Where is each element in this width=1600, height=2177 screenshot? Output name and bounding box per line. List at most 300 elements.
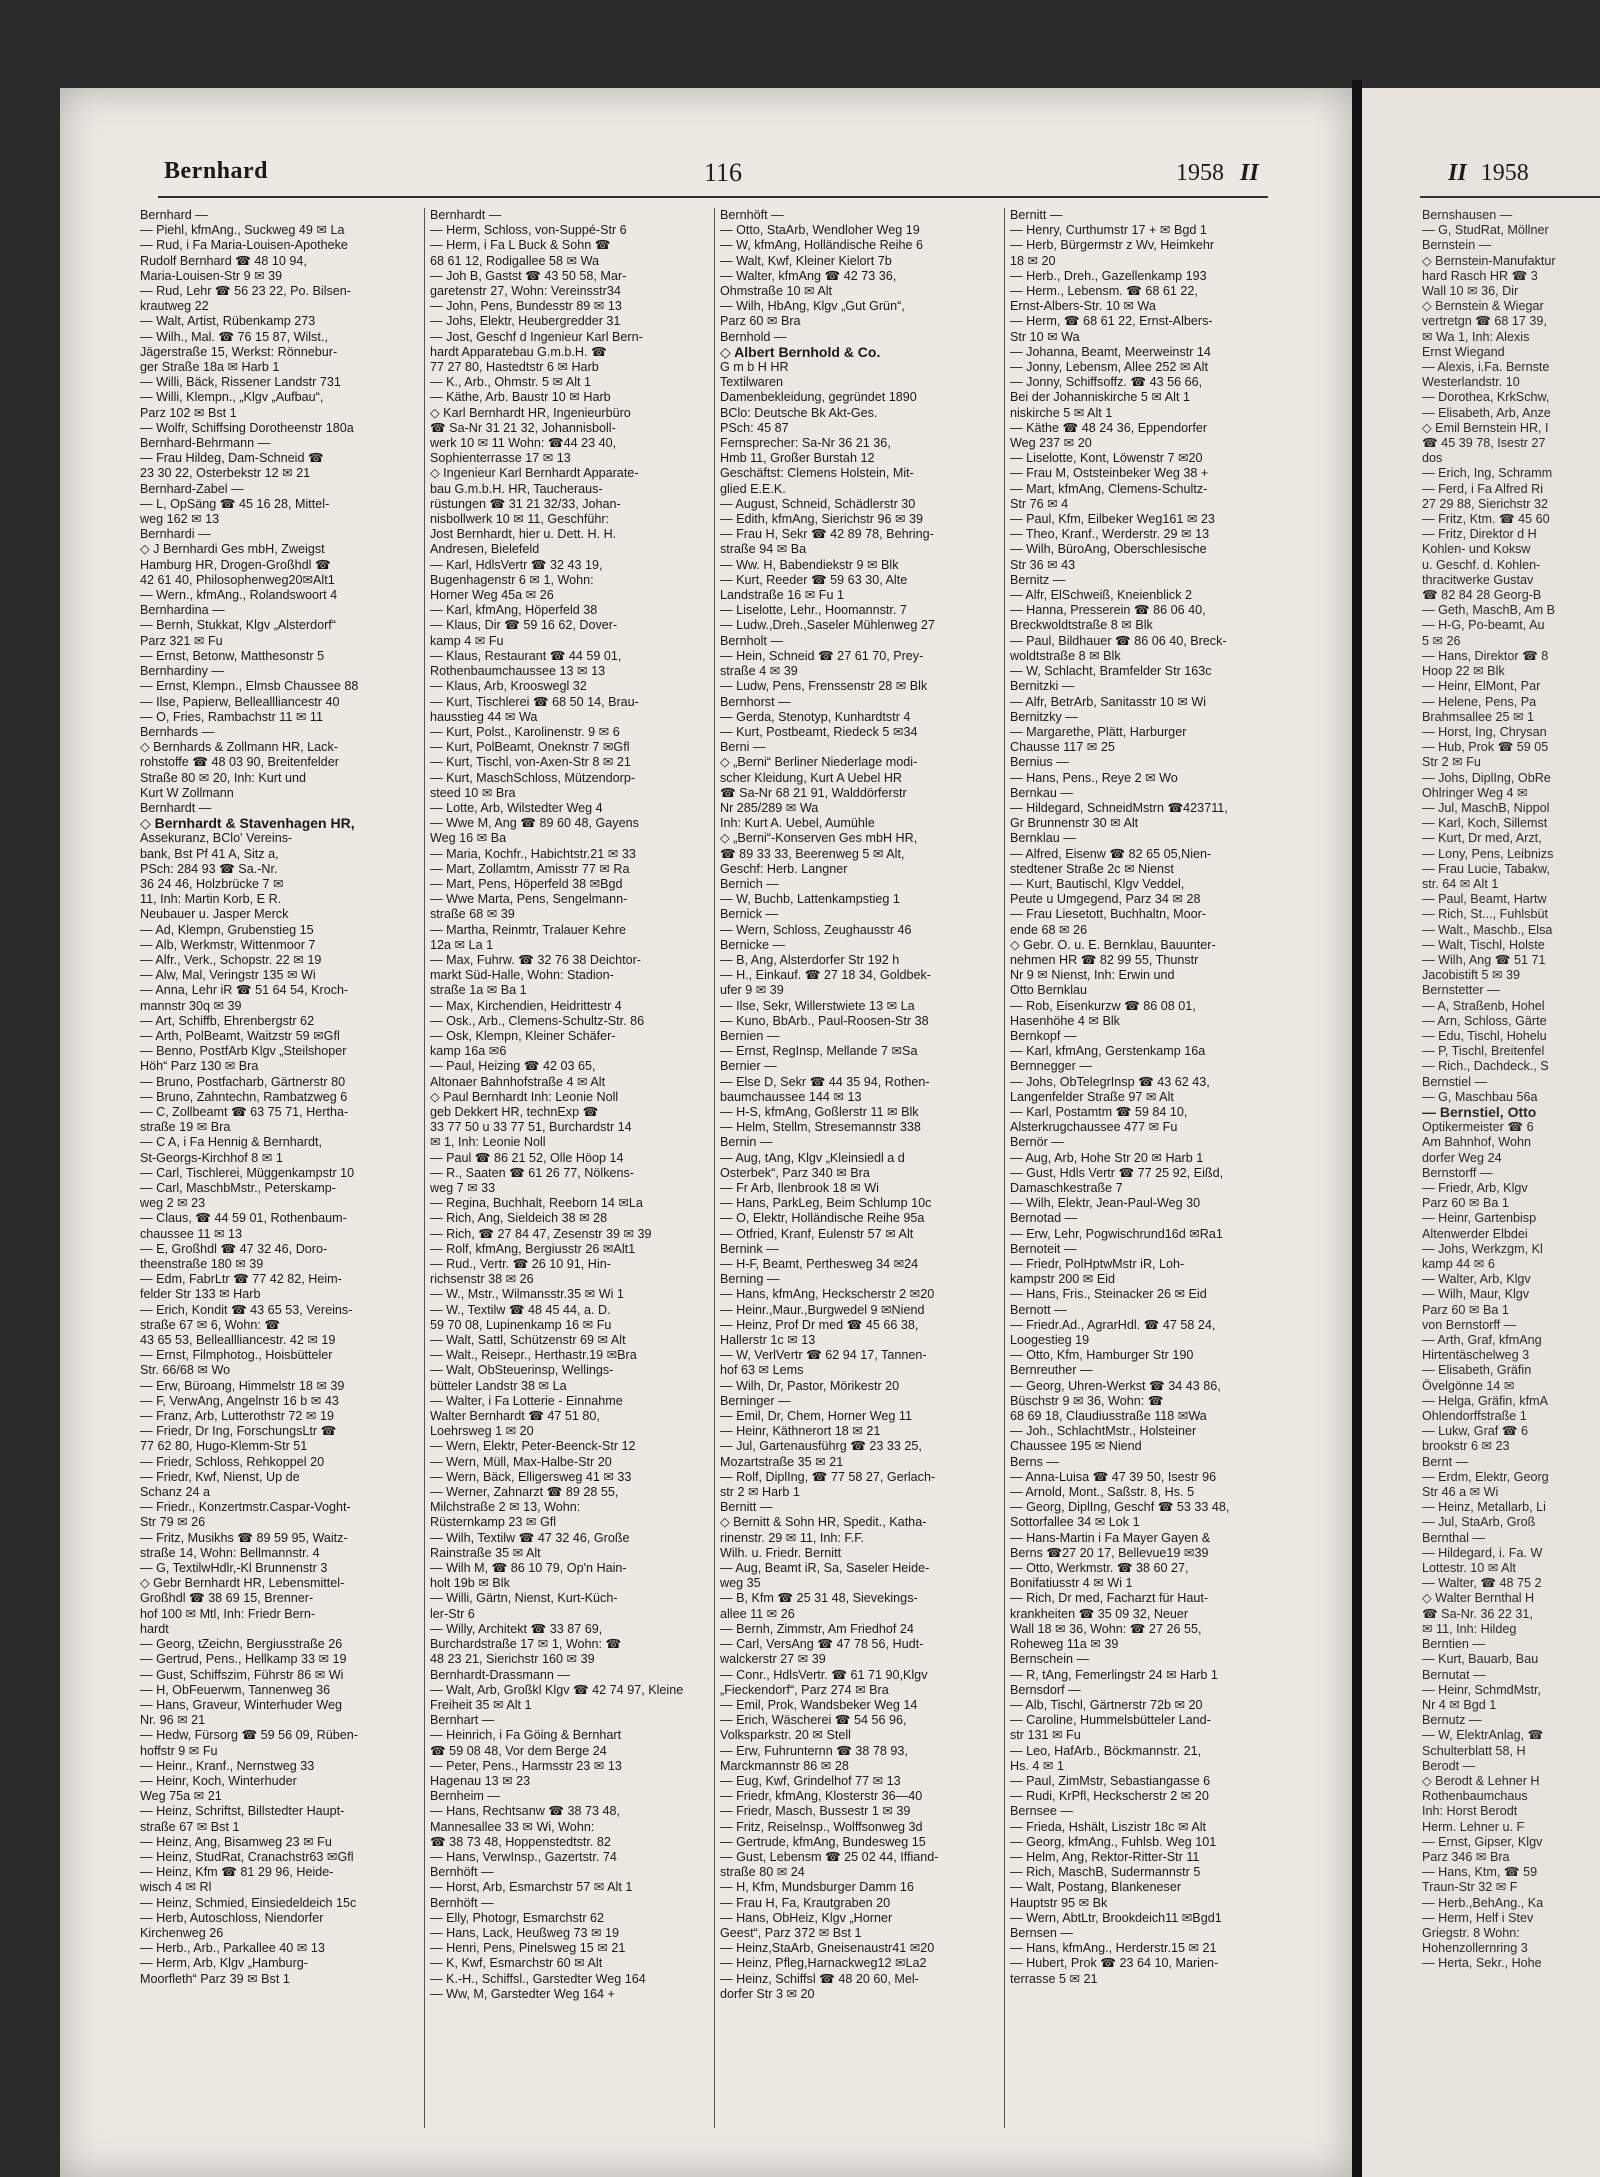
directory-entry-line: ☎ Sa-Nr. 36 22 31, bbox=[1422, 1606, 1533, 1621]
directory-entry-line: — Claus, ☎ 44 59 01, Rothenbaum- bbox=[140, 1211, 347, 1226]
directory-entry-line: — Regina, Buchhalt, Reeborn 14 ✉La bbox=[430, 1196, 643, 1211]
directory-entry-line: richsenstr 38 ✉ 26 bbox=[430, 1272, 534, 1287]
directory-entry-line: — Osk, Klempn, Kleiner Schäfer- bbox=[430, 1028, 616, 1043]
directory-entry-line: — Helene, Pens, Pa bbox=[1422, 694, 1537, 709]
directory-entry-line: — K, Kwf, Esmarchstr 60 ✉ Alt bbox=[430, 1956, 603, 1971]
directory-entry-line: Bernsdorf — bbox=[1010, 1682, 1081, 1697]
directory-entry-line: Bernreuther — bbox=[1010, 1363, 1093, 1378]
directory-entry-line: — H-F, Beamt, Perthesweg 34 ✉24 bbox=[720, 1257, 919, 1272]
directory-entry-line: Textilwaren bbox=[720, 375, 783, 390]
directory-entry-line: Bernick — bbox=[720, 907, 779, 922]
directory-entry-line: ◇ „Berni“-Konserven Ges mbH HR, bbox=[720, 831, 918, 846]
directory-entry-line: Berodt — bbox=[1422, 1758, 1476, 1773]
directory-entry-line: Chaussee 195 ✉ Niend bbox=[1010, 1439, 1142, 1454]
directory-entry-line: — Arnold, Mont., Saßstr. 8, Hs. 5 bbox=[1010, 1485, 1195, 1500]
directory-entry-line: St-Georgs-Kirchhof 8 ✉ 1 bbox=[140, 1150, 283, 1165]
directory-entry-line: — Hans, Pens., Reye 2 ✉ Wo bbox=[1010, 770, 1178, 785]
directory-entry-line: Volksparkstr. 20 ✉ Stell bbox=[720, 1728, 851, 1743]
directory-entry-line: Gr Brunnenstr 30 ✉ Alt bbox=[1010, 816, 1139, 831]
column-divider bbox=[424, 208, 425, 2128]
directory-entry-line: — Heinr, Gartenbisp bbox=[1422, 1211, 1537, 1226]
directory-entry-line: — Hans, ParkLeg, Beim Schlump 10c bbox=[720, 1196, 932, 1211]
directory-entry-line: Rudolf Bernhard ☎ 48 10 94, bbox=[140, 253, 307, 268]
directory-entry-line: — Max, Fuhrw. ☎ 32 76 38 Deichtor- bbox=[430, 952, 641, 967]
directory-entry-line: — Hans, VerwInsp., Gazertstr. 74 bbox=[430, 1849, 617, 1864]
directory-entry-line: walckerstr 27 ✉ 39 bbox=[720, 1652, 826, 1667]
directory-entry-line: Bernhardiny — bbox=[140, 664, 224, 679]
directory-entry-line: 43 65 53, Belleallliancestr. 42 ✉ 19 bbox=[140, 1333, 336, 1348]
directory-entry-line: — Heinz, Schiffsl ☎ 48 20 60, Mel- bbox=[720, 1971, 919, 1986]
directory-entry-line: — Mart, Pens, Höperfeld 38 ✉Bgd bbox=[430, 876, 623, 891]
directory-entry-line: ◇ Berodt & Lehner H bbox=[1422, 1773, 1540, 1788]
directory-entry-line: ger Straße 18a ✉ Harb 1 bbox=[140, 360, 280, 375]
directory-entry-line: Jägerstraße 15, Werkst: Rönnebur- bbox=[140, 344, 338, 359]
directory-entry-line: Otto Bernklau bbox=[1010, 983, 1088, 998]
directory-entry-line: ◇ „Berni“ Berliner Niederlage modi- bbox=[720, 755, 918, 770]
directory-entry-line: — Kurt, MaschSchloss, Mützendorp- bbox=[430, 770, 636, 785]
directory-entry-line: — Heinz, Schriftst, Billstedter Haupt- bbox=[140, 1804, 345, 1819]
directory-entry-line: — August, Schneid, Schädlerstr 30 bbox=[720, 496, 916, 511]
directory-entry-line: Schanz 24 a bbox=[140, 1485, 211, 1500]
directory-entry-line: Bernien — bbox=[720, 1028, 780, 1043]
directory-entry-line: — Hans, Rechtsanw ☎ 38 73 48, bbox=[430, 1804, 620, 1819]
directory-entry-line: Bernin — bbox=[720, 1135, 773, 1150]
directory-entry-line: Großhdl ☎ 38 69 15, Brenner- bbox=[140, 1591, 314, 1606]
directory-entry-line: — Helga, Gräfin, kfmA bbox=[1422, 1393, 1548, 1408]
directory-entry-line: mannstr 30q ✉ 39 bbox=[140, 998, 242, 1013]
directory-entry-line: — F, VerwAng, Angelnstr 16 b ✉ 43 bbox=[140, 1393, 339, 1408]
directory-entry-line: — Rolf, kfmAng, Bergiusstr 26 ✉Alt1 bbox=[430, 1241, 636, 1256]
directory-entry-line: — Käthe ☎ 48 24 36, Eppendorfer bbox=[1010, 420, 1208, 435]
directory-entry-line: Wilh. u. Friedr. Bernitt bbox=[720, 1545, 842, 1560]
directory-entry-line: — G, Maschbau 56a bbox=[1422, 1089, 1538, 1104]
directory-entry-line: — Heinr, Koch, Winterhuder bbox=[140, 1773, 297, 1788]
directory-entry-line: Hoop 22 ✉ Blk bbox=[1422, 664, 1505, 679]
directory-entry-line: 42 61 40, Philosophenweg20✉Alt1 bbox=[140, 572, 335, 587]
directory-entry-line: — Hubert, Prok ☎ 23 64 10, Marien- bbox=[1010, 1956, 1219, 1971]
directory-entry-line: terrasse 5 ✉ 21 bbox=[1010, 1971, 1098, 1986]
directory-entry-line: Bugenhagenstr 6 ✉ 1, Wohn: bbox=[430, 572, 594, 587]
directory-entry-line: — Frieda, Hshält, Liszistr 18c ✉ Alt bbox=[1010, 1819, 1207, 1834]
directory-entry-line: str 2 ✉ Harb 1 bbox=[720, 1485, 800, 1500]
directory-entry-line: — Erw, Lehr, Pogwischrund16d ✉Ra1 bbox=[1010, 1226, 1223, 1241]
directory-entry-line: — Ilse, Papierw, Belleallliancestr 40 bbox=[140, 694, 340, 709]
directory-entry-line: — Elisabeth, Gräfin bbox=[1422, 1363, 1532, 1378]
directory-entry-line: ☎ Sa-Nr 31 21 32, Johannisboll- bbox=[430, 420, 616, 435]
directory-entry-line: Bernstein — bbox=[1422, 238, 1492, 253]
directory-entry-line: Bernier — bbox=[720, 1059, 777, 1074]
directory-entry-line: — Walt., Maschb., Elsa bbox=[1422, 922, 1553, 937]
directory-entry-line: Bernt — bbox=[1422, 1454, 1469, 1469]
directory-entry-line: Bernhorst — bbox=[720, 694, 791, 709]
directory-entry-line: Parz 102 ✉ Bst 1 bbox=[140, 405, 237, 420]
directory-entry-line: Bernitt — bbox=[1010, 208, 1063, 222]
directory-entry-line: — Rich, ☎ 27 84 47, Zesenstr 39 ✉ 39 bbox=[430, 1226, 652, 1241]
directory-entry-line: Str 46 a ✉ Wi bbox=[1422, 1485, 1499, 1500]
directory-entry-line: Bernhardt — bbox=[430, 208, 502, 222]
directory-entry-line: Övelgönne 14 ✉ bbox=[1422, 1378, 1515, 1393]
directory-entry-line: Hallerstr 1c ✉ 13 bbox=[720, 1333, 816, 1348]
directory-entry-line: — Gerda, Stenotyp, Kunhardtstr 4 bbox=[720, 709, 911, 724]
directory-entry-line: ◇ Bernhards & Zollmann HR, Lack- bbox=[140, 740, 338, 755]
directory-entry-line: ✉ 11, Inh: Hildeg bbox=[1422, 1621, 1517, 1636]
directory-entry-line: Hamburg HR, Drogen-Großhdl ☎ bbox=[140, 557, 331, 572]
directory-entry-line: steed 10 ✉ Bra bbox=[430, 785, 516, 800]
directory-entry-line: Ohmstraße 10 ✉ Alt bbox=[720, 284, 833, 299]
directory-entry-line: G m b H HR bbox=[720, 360, 789, 375]
directory-entry-line: Hirtentäschelweg 3 bbox=[1422, 1348, 1530, 1363]
directory-entry-line: hardt bbox=[140, 1621, 169, 1636]
directory-entry-line: Bernhardt — bbox=[140, 800, 212, 815]
directory-entry-line: — C, Zollbeamt ☎ 63 75 71, Hertha- bbox=[140, 1104, 349, 1119]
directory-entry-line: — Wern., kfmAng., Rolandswoort 4 bbox=[140, 588, 338, 603]
directory-entry-line: — Georg, DiplIng, Geschf ☎ 53 33 48, bbox=[1010, 1500, 1230, 1515]
directory-entry-line: kampstr 200 ✉ Eid bbox=[1010, 1272, 1116, 1287]
directory-entry-line: — Kurt, Bautischl, Klgv Veddel, bbox=[1010, 876, 1185, 891]
directory-entry-line: geb Dekkert HR, technExp ☎ bbox=[430, 1104, 599, 1119]
directory-entry-line: — Liselotte, Kont, Löwenstr 7 ✉20 bbox=[1010, 451, 1203, 466]
directory-entry-line: — Wilh, HbAng, Klgv „Gut Grün“, bbox=[720, 299, 905, 314]
directory-entry-line: ◇ Paul Bernhardt Inh: Leonie Noll bbox=[430, 1089, 619, 1104]
directory-entry-line: Parz 60 ✉ Ba 1 bbox=[1422, 1196, 1509, 1211]
directory-entry-line: — Heinz, Ang, Bisamweg 23 ✉ Fu bbox=[140, 1834, 332, 1849]
directory-entry-line: Loogestieg 19 bbox=[1010, 1333, 1090, 1348]
directory-entry-line: nehmen HR ☎ 82 99 55, Thunstr bbox=[1010, 952, 1199, 967]
directory-entry-line: — Fritz, Reiselnsp., Wolffsonweg 3d bbox=[720, 1819, 923, 1834]
directory-entry-line: Bernstetter — bbox=[1422, 983, 1500, 998]
directory-entry-line: straße 4 ✉ 39 bbox=[720, 664, 798, 679]
directory-entry-line: — K.-H., Schiffsl., Garstedter Weg 164 bbox=[430, 1971, 646, 1986]
directory-entry-line: Altonaer Bahnhofstraße 4 ✉ Alt bbox=[430, 1074, 606, 1089]
directory-entry-line: Inh: Kurt A. Uebel, Aumühle bbox=[720, 816, 875, 831]
directory-entry-line: 23 30 22, Osterbekstr 12 ✉ 21 bbox=[140, 466, 311, 481]
directory-entry-line: — Gust, Schiffszim, Führstr 86 ✉ Wi bbox=[140, 1667, 344, 1682]
directory-entry-line: — Wilh, Elektr, Jean-Paul-Weg 30 bbox=[1010, 1196, 1201, 1211]
directory-entry-line: — Friedr, Arb, Klgv bbox=[1422, 1181, 1528, 1195]
directory-column-1 bbox=[140, 208, 418, 2148]
directory-entry-line: — W, Schlacht, Bramfelder Str 163c bbox=[1010, 664, 1212, 679]
directory-entry-line: Bernhöft — bbox=[430, 1865, 494, 1880]
directory-entry-line: — Piehl, kfmAng., Suckweg 49 ✉ La bbox=[140, 223, 345, 238]
directory-entry-line: — Karl, Koch, Sillemst bbox=[1422, 816, 1548, 831]
directory-entry-line: — Heinz, Pfleg,Harnackweg12 ✉La2 bbox=[720, 1956, 927, 1971]
directory-entry-line: Mannesallee 33 ✉ Wi, Wohn: bbox=[430, 1819, 595, 1834]
page-gutter bbox=[1352, 80, 1362, 2177]
directory-entry-line: Parz 60 ✉ Ba 1 bbox=[1422, 1302, 1509, 1317]
directory-entry-line: — Walt, Postang, Blankeneser bbox=[1010, 1880, 1182, 1895]
directory-entry-line: hof 63 ✉ Lems bbox=[720, 1363, 804, 1378]
directory-entry-line: — W, Buchb, Lattenkampstieg 1 bbox=[720, 892, 900, 907]
directory-entry-line: — Elly, Photogr, Esmarchstr 62 bbox=[430, 1910, 605, 1925]
directory-entry-line: — Erdm, Elektr, Georg bbox=[1422, 1469, 1549, 1484]
directory-entry-line: — Klaus, Arb, Krooswegl 32 bbox=[430, 679, 587, 694]
directory-entry-line: Optikermeister ☎ 6 bbox=[1422, 1120, 1534, 1135]
directory-entry-line: — G, TextilwHdlr,-Kl Brunnenstr 3 bbox=[140, 1561, 328, 1576]
directory-entry-line: — H., Einkauf. ☎ 27 18 34, Goldbek- bbox=[720, 968, 931, 983]
directory-entry-line: Berning — bbox=[720, 1272, 780, 1287]
directory-entry-line: thracitwerke Gustav bbox=[1422, 572, 1534, 587]
directory-entry-line: — Otfried, Kranf, Eulenstr 57 ✉ Alt bbox=[720, 1226, 914, 1241]
directory-entry-line: Nr 285/289 ✉ Wa bbox=[720, 800, 819, 815]
directory-entry-line: hoffstr 9 ✉ Fu bbox=[140, 1743, 218, 1758]
directory-entry-line: ende 68 ✉ 26 bbox=[1010, 922, 1088, 937]
directory-entry-line: — R, tAng, Femerlingstr 24 ✉ Harb 1 bbox=[1010, 1667, 1218, 1682]
directory-entry-line: — Frau Hildeg, Dam-Schneid ☎ bbox=[140, 451, 324, 466]
directory-entry-line: Bernich — bbox=[720, 876, 779, 891]
directory-entry-line: — Friedr.Ad., AgrarHdl. ☎ 47 58 24, bbox=[1010, 1317, 1216, 1332]
directory-entry-line: Bernicke — bbox=[720, 937, 786, 952]
directory-entry-line: weg 7 ✉ 33 bbox=[430, 1181, 496, 1195]
directory-entry-line: — Werner, Zahnarzt ☎ 89 28 55, bbox=[430, 1485, 619, 1500]
directory-entry-line: — Hans, Graveur, Winterhuder Weg bbox=[140, 1697, 343, 1712]
directory-entry-line: — Ww. H, Babendiekstr 9 ✉ Blk bbox=[720, 557, 899, 572]
directory-entry-line: von Bernstorff — bbox=[1422, 1317, 1517, 1332]
directory-entry-line: — Rich, Ang, Sieldeich 38 ✉ 28 bbox=[430, 1211, 608, 1226]
directory-entry-line: — Herb., Arb., Parkallee 40 ✉ 13 bbox=[140, 1941, 325, 1956]
directory-entry-line: — Rud, Lehr ☎ 56 23 22, Po. Bilsen- bbox=[140, 284, 352, 299]
directory-entry-line: — H-G, Po-beamt, Au bbox=[1422, 618, 1545, 633]
directory-entry-line: — Herm., Lebensm. ☎ 68 61 22, bbox=[1010, 284, 1198, 299]
directory-entry-line: — Wolfr, Schiffsing Dorotheenstr 180a bbox=[140, 420, 354, 435]
directory-entry-line: Altenwerder Elbdei bbox=[1422, 1226, 1528, 1241]
directory-entry-line: Inh: Horst Berodt bbox=[1422, 1804, 1518, 1819]
directory-entry-line: Bernhard-Zabel — bbox=[140, 481, 244, 496]
directory-entry-line: — Erich, Kondit ☎ 43 65 53, Vereins- bbox=[140, 1302, 353, 1317]
directory-entry-line: Bernkau — bbox=[1010, 785, 1073, 800]
directory-entry-line: ☎ 38 73 48, Hoppenstedtstr. 82 bbox=[430, 1834, 611, 1849]
directory-entry-line: — Walter, i Fa Lotterie - Einnahme bbox=[430, 1393, 623, 1408]
directory-entry-line: — Friedr, Dr Ing, ForschungsLtr ☎ bbox=[140, 1424, 337, 1439]
directory-entry-line: — Erich, Wäscherei ☎ 54 56 96, bbox=[720, 1713, 907, 1728]
volume: II bbox=[1240, 160, 1259, 186]
directory-entry-line: — Ernst, Filmphotog., Hoisbütteler bbox=[140, 1348, 333, 1363]
directory-entry-line: — Emil, Prok, Wandsbeker Weg 14 bbox=[720, 1697, 918, 1712]
directory-entry-line: — Carl, Tischlerei, Müggenkampstr 10 bbox=[140, 1165, 355, 1180]
directory-entry-line: Bernitz — bbox=[1010, 572, 1066, 587]
directory-entry-line: hardt Apparatebau G.m.b.H. ☎ bbox=[430, 344, 607, 359]
directory-entry-line: — Jost, Geschf d Ingenieur Karl Bern- bbox=[430, 329, 643, 344]
directory-entry-line: — Rich, St..., Fuhlsbüt bbox=[1422, 907, 1548, 922]
directory-entry-line: Bernstorff — bbox=[1422, 1165, 1493, 1180]
directory-entry-line: — Herta, Sekr., Hohe bbox=[1422, 1956, 1542, 1971]
directory-entry-line: — Jonny, Schiffsoffz. ☎ 43 56 66, bbox=[1010, 375, 1203, 390]
directory-entry-line: — Walter, kfmAng ☎ 42 73 36, bbox=[720, 268, 897, 283]
directory-entry-line: — Alfr., Verk., Schopstr. 22 ✉ 19 bbox=[140, 952, 322, 967]
directory-entry-line: — Heinz, Schmied, Einsiedeldeich 15c bbox=[140, 1895, 357, 1910]
directory-entry-line: Hasenhöhe 4 ✉ Blk bbox=[1010, 1013, 1120, 1028]
directory-entry-line: Rothenbaumchaussee 13 ✉ 13 bbox=[430, 664, 606, 679]
directory-entry-line: — W., Textilw ☎ 48 45 44, a. D. bbox=[430, 1302, 611, 1317]
directory-entry-line: Weg 75a ✉ 21 bbox=[140, 1789, 222, 1804]
directory-entry-line: Roheweg 11a ✉ 39 bbox=[1010, 1637, 1119, 1652]
directory-entry-line: ☎ 59 08 48, Vor dem Berge 24 bbox=[430, 1743, 607, 1758]
directory-entry-line: — Wilh, BüroAng, Oberschlesische bbox=[1010, 542, 1207, 557]
directory-entry-line: — Kurt, Dr med, Arzt, bbox=[1422, 831, 1542, 846]
directory-entry-line: — Erw, Büroang, Himmelstr 18 ✉ 39 bbox=[140, 1378, 345, 1393]
directory-entry-line: Bernthal — bbox=[1422, 1530, 1485, 1545]
directory-entry-line: scher Kleidung, Kurt A Uebel HR bbox=[720, 770, 903, 785]
directory-entry-line: — Hans, kfmAng, Heckscherstr 2 ✉20 bbox=[720, 1287, 935, 1302]
directory-entry-line: ◇ Karl Bernhardt HR, Ingenieurbüro bbox=[430, 405, 631, 420]
directory-entry-line: — Rud, i Fa Maria-Louisen-Apotheke bbox=[140, 238, 348, 253]
directory-entry-line: Parz 346 ✉ Bra bbox=[1422, 1849, 1510, 1864]
directory-entry-line: Bernhard-Behrmann — bbox=[140, 436, 271, 451]
directory-entry-line: — Arn, Schloss, Gärte bbox=[1422, 1013, 1547, 1028]
directory-entry-line: Damenbekleidung, gegründet 1890 bbox=[720, 390, 917, 405]
page-number: 116 bbox=[704, 158, 743, 187]
directory-entry-line: Bernitt — bbox=[720, 1500, 773, 1515]
header-rule bbox=[158, 196, 1268, 198]
directory-entry-line: — Paul, Heizing ☎ 42 03 65, bbox=[430, 1059, 596, 1074]
directory-entry-line: — Walt., Reisepr., Herthastr.19 ✉Bra bbox=[430, 1348, 637, 1363]
directory-entry-line: — Rudi, KrPfl, Heckscherstr 2 ✉ 20 bbox=[1010, 1789, 1209, 1804]
directory-entry-line: — Benno, PostfArb Klgv „Steilshoper bbox=[140, 1044, 347, 1059]
directory-entry-line: Bei der Johanniskirche 5 ✉ Alt 1 bbox=[1010, 390, 1190, 405]
directory-entry-line: 12a ✉ La 1 bbox=[430, 937, 494, 952]
directory-entry-line: — Aug, Arb, Hohe Str 20 ✉ Harb 1 bbox=[1010, 1150, 1204, 1165]
directory-entry-line: Loehrsweg 1 ✉ 20 bbox=[430, 1424, 534, 1439]
directory-entry-line: Jost Bernhardt, hier u. Dett. H. H. bbox=[430, 527, 617, 542]
directory-entry-line: Str 79 ✉ 26 bbox=[140, 1515, 206, 1530]
directory-entry-line: — Ilse, Sekr, Willerstwiete 13 ✉ La bbox=[720, 998, 915, 1013]
directory-entry-line: — Wern, Bäck, Elligersweg 41 ✉ 33 bbox=[430, 1469, 632, 1484]
directory-entry-line: — Herm, ☎ 68 61 22, Ernst-Albers- bbox=[1010, 314, 1213, 329]
directory-entry-line: Bernstiel — bbox=[1422, 1074, 1488, 1089]
directory-entry-line: Landstraße 16 ✉ Fu 1 bbox=[720, 588, 844, 603]
directory-entry-line: — Paul, Bildhauer ☎ 86 06 40, Breck- bbox=[1010, 633, 1227, 648]
directory-entry-line: straße 1a ✉ Ba 1 bbox=[430, 983, 527, 998]
directory-entry-line: — Herb, Autoschloss, Niendorfer bbox=[140, 1910, 324, 1925]
directory-entry-line: straße 80 ✉ 24 bbox=[720, 1865, 805, 1880]
directory-entry-line: — Heinr, ElMont, Par bbox=[1422, 679, 1541, 694]
directory-entry-line: — O, Elektr, Holländische Reihe 95a bbox=[720, 1211, 925, 1226]
directory-entry-line: — Gertrude, kfmAng, Bundesweg 15 bbox=[720, 1834, 926, 1849]
directory-entry-line: — Carl, MaschbMstr., Peterskamp- bbox=[140, 1181, 336, 1195]
directory-entry-line: — Horst, Ing, Chrysan bbox=[1422, 724, 1547, 739]
directory-entry-line: ☎ 82 84 28 Georg-B bbox=[1422, 588, 1542, 603]
directory-entry-line: — L, OpSäng ☎ 45 16 28, Mittel- bbox=[140, 496, 330, 511]
directory-entry-line: — Edith, kfmAng, Sierichstr 96 ✉ 39 bbox=[720, 512, 924, 527]
directory-entry-line: — H, Kfm, Mundsburger Damm 16 bbox=[720, 1880, 914, 1895]
directory-entry-line: Damaschkestraße 7 bbox=[1010, 1181, 1123, 1195]
directory-entry-line: Berninger — bbox=[720, 1393, 791, 1408]
directory-entry-line: hausstieg 44 ✉ Wa bbox=[430, 709, 538, 724]
directory-entry-line: — Dorothea, KrkSchw, bbox=[1422, 390, 1550, 405]
directory-entry-line: — Hanna, Presserein ☎ 86 06 40, bbox=[1010, 603, 1206, 618]
directory-entry-line: — Joh B, Gastst ☎ 43 50 58, Mar- bbox=[430, 268, 627, 283]
directory-entry-line: — Art, Schiffb, Ehrenbergstr 62 bbox=[140, 1013, 315, 1028]
directory-entry-line: Assekuranz, BClo' Vereins- bbox=[140, 831, 293, 846]
directory-entry-line: — W, ElektrAnlag, ☎ bbox=[1422, 1728, 1544, 1743]
directory-entry-line: — Frau Lucie, Tabakw, bbox=[1422, 861, 1550, 876]
directory-entry-line: — Kuno, BbArb., Paul-Roosen-Str 38 bbox=[720, 1013, 929, 1028]
directory-entry-line: — Alfr, BetrArb, Sanitasstr 10 ✉ Wi bbox=[1010, 694, 1207, 709]
directory-column-4 bbox=[1010, 208, 1288, 2148]
directory-entry-line: — Rich., Dachdeck., S bbox=[1422, 1059, 1549, 1074]
directory-entry-line: Am Bahnhof, Wohn bbox=[1422, 1135, 1531, 1150]
directory-entry-line: — Ludw, Pens, Frenssenstr 28 ✉ Blk bbox=[720, 679, 928, 694]
directory-entry-line: bütteler Landstr 38 ✉ La bbox=[430, 1378, 567, 1393]
directory-entry-line: theenstraße 180 ✉ 39 bbox=[140, 1257, 264, 1272]
directory-entry-line: Traun-Str 32 ✉ F bbox=[1422, 1880, 1518, 1895]
directory-entry-line: Fernsprecher: Sa-Nr 36 21 36, bbox=[720, 436, 891, 451]
directory-entry-line: Horner Weg 45a ✉ 26 bbox=[430, 588, 554, 603]
directory-entry-line: — Frau Liesetott, Buchhaltn, Moor- bbox=[1010, 907, 1206, 922]
directory-entry-line: — Bernh, Stukkat, Klgv „Alsterdorf“ bbox=[140, 618, 336, 633]
directory-entry-line: ler-Str 6 bbox=[430, 1606, 475, 1621]
directory-entry-line: — Otto, StaArb, Wendloher Weg 19 bbox=[720, 223, 920, 238]
directory-entry-line: Ohlendorffstraße 1 bbox=[1422, 1409, 1527, 1424]
directory-entry-line: Bernhard — bbox=[140, 208, 208, 222]
directory-entry-line: — Walt, Tischl, Holste bbox=[1422, 937, 1545, 952]
directory-entry-line: Straße 80 ✉ 20, Inh: Kurt und bbox=[140, 770, 306, 785]
directory-entry-line: Kurt W Zollmann bbox=[140, 785, 234, 800]
directory-entry-line: Geschf: Herb. Langner bbox=[720, 861, 848, 876]
directory-entry-line: — Frau M, Oststeinbeker Weg 38 + bbox=[1010, 466, 1209, 481]
right-year: 1958 bbox=[1480, 160, 1529, 186]
directory-entry-line: Büschstr 9 ✉ 36, Wohn: ☎ bbox=[1010, 1393, 1164, 1408]
directory-entry-line: — Georg, kfmAng., Fuhlsb. Weg 101 bbox=[1010, 1834, 1217, 1849]
column-divider bbox=[1004, 208, 1005, 2128]
directory-column-3 bbox=[720, 208, 998, 2148]
directory-entry-line: ◇ Bernitt & Sohn HR, Spedit., Katha- bbox=[720, 1515, 927, 1530]
directory-entry-line: — Hub, Prok ☎ 59 05 bbox=[1422, 740, 1549, 755]
directory-entry-line: Moorfleth“ Parz 39 ✉ Bst 1 bbox=[140, 1971, 290, 1986]
directory-entry-line: — W., Mstr., Wilmansstr.35 ✉ Wi 1 bbox=[430, 1287, 624, 1302]
directory-entry-line: — Aug, tAng, Klgv „Kleinsiedl a d bbox=[720, 1150, 905, 1165]
directory-entry-line: — Friedr., Konzertmstr.Caspar-Voght- bbox=[140, 1500, 351, 1515]
directory-entry-line: — O, Fries, Rambachstr 11 ✉ 11 bbox=[140, 709, 323, 724]
directory-entry-line: kamp 4 ✉ Fu bbox=[430, 633, 504, 648]
directory-entry-line: — Jul, MaschB, Nippol bbox=[1422, 800, 1550, 815]
directory-entry-line: PSch: 45 87 bbox=[720, 420, 789, 435]
directory-entry-line: — Johs, Werkzgm, Kl bbox=[1422, 1241, 1543, 1256]
directory-entry-line: — Else D, Sekr ☎ 44 35 94, Rothen- bbox=[720, 1074, 930, 1089]
directory-entry-line: — Walter, Arb, Klgv bbox=[1422, 1272, 1531, 1287]
directory-entry-line: — Friedr, Schloss, Rehkoppel 20 bbox=[140, 1454, 325, 1469]
directory-entry-line: — Edm, FabrLtr ☎ 77 42 82, Heim- bbox=[140, 1272, 342, 1287]
directory-entry-line: 5 ✉ 26 bbox=[1422, 633, 1461, 648]
directory-entry-line: Bernsen — bbox=[1010, 1925, 1073, 1940]
running-head-name: Bernhard bbox=[164, 158, 269, 184]
directory-entry-line: — Alfr, ElSchweiß, Kneienblick 2 bbox=[1010, 588, 1192, 603]
directory-entry-line: — Alb, Tischl, Gärtnerstr 72b ✉ 20 bbox=[1010, 1697, 1203, 1712]
directory-entry-line: Schulterblatt 58, H bbox=[1422, 1743, 1526, 1758]
directory-entry-line: — Kurt, Tischl, von-Axen-Str 8 ✉ 21 bbox=[430, 755, 631, 770]
directory-entry-line: — Herb., Dreh., Gazellenkamp 193 bbox=[1010, 268, 1207, 283]
directory-entry-line: Freiheit 35 ✉ Alt 1 bbox=[430, 1697, 532, 1712]
directory-entry-line: Bernör — bbox=[1010, 1135, 1064, 1150]
directory-entry-line: Bernink — bbox=[720, 1241, 779, 1256]
directory-entry-line: — Heinr.,Maur.,Burgwedel 9 ✉Niend bbox=[720, 1302, 925, 1317]
directory-entry-line: — K., Arb., Ohmstr. 5 ✉ Alt 1 bbox=[430, 375, 592, 390]
directory-entry-line: Bernhardt-Drassmann — bbox=[430, 1667, 570, 1682]
directory-entry-line: — Mart, Zollamtm, Amisstr 77 ✉ Ra bbox=[430, 861, 630, 876]
directory-entry-line: — Gust, Hdls Vertr ☎ 77 25 92, Eißd, bbox=[1010, 1165, 1224, 1180]
directory-entry-line: Lottestr. 10 ✉ Alt bbox=[1422, 1561, 1516, 1576]
directory-entry-line: — Alw, Mal, Veringstr 135 ✉ Wi bbox=[140, 968, 316, 983]
directory-entry-line: — Walter, ☎ 48 75 2 bbox=[1422, 1576, 1542, 1591]
directory-entry-line: — Fritz, Ktm. ☎ 45 60 bbox=[1422, 512, 1550, 527]
directory-entry-line: — Rob, Eisenkurzw ☎ 86 08 01, bbox=[1010, 998, 1196, 1013]
directory-entry-line: — H-S, kfmAng, Goßlerstr 11 ✉ Blk bbox=[720, 1104, 919, 1119]
directory-entry-line: — Kurt, Polst., Karolinenstr. 9 ✉ 6 bbox=[430, 724, 620, 739]
directory-entry-line: Langenfelder Straße 97 ✉ Alt bbox=[1010, 1089, 1174, 1104]
directory-entry-line: Str 76 ✉ 4 bbox=[1010, 496, 1069, 511]
directory-entry-line: ◇ Ingenieur Karl Bernhardt Apparate- bbox=[430, 466, 639, 481]
directory-entry-line: — Johanna, Beamt, Meerweinstr 14 bbox=[1010, 344, 1211, 359]
directory-entry-line: — Wilh, Ang ☎ 51 71 bbox=[1422, 952, 1546, 967]
